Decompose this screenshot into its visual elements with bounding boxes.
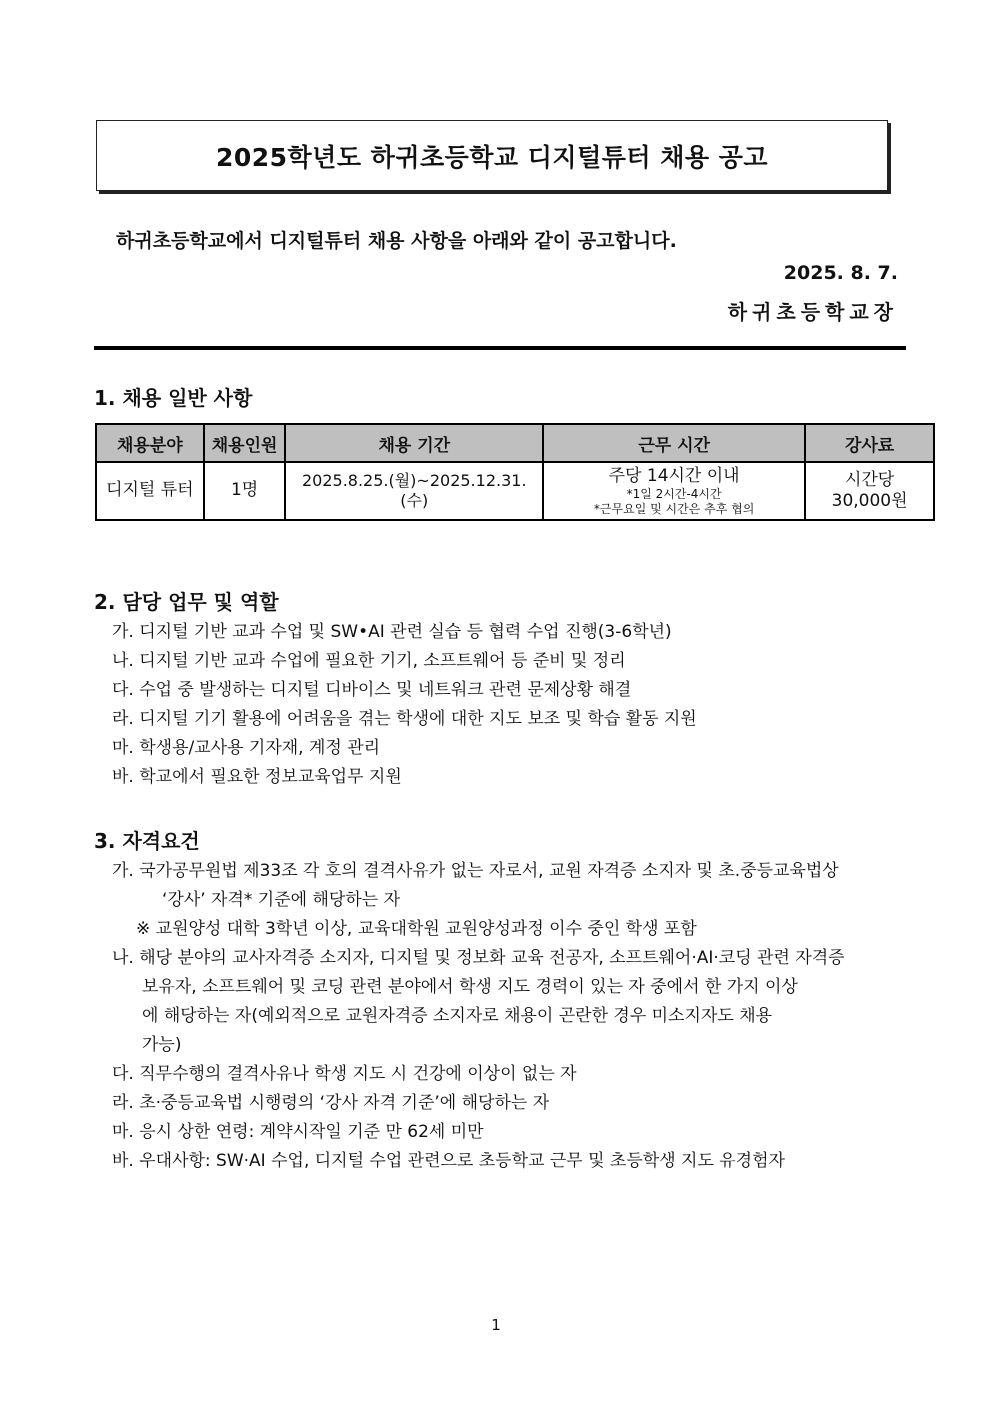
list-item: 가. 국가공무원법 제33조 각 호의 결격사유가 없는 자로서, 교원 자격증 소지자 및 초.중등교육법상 [112, 861, 839, 881]
section2-heading: 2. 담당 업무 및 역할 [94, 590, 279, 614]
intro-text: 하귀초등학교에서 디지털튜터 채용 사항을 아래와 같이 공고합니다. [116, 230, 677, 252]
list-item: 마. 학생용/교사용 기자재, 계정 관리 [112, 738, 381, 758]
list-item: ‘강사’ 자격* 기준에 해당하는 자 [162, 890, 400, 910]
list-item: 다. 직무수행의 결격사유나 학생 지도 시 건강에 이상이 없는 자 [112, 1064, 577, 1084]
cell-field: 디지털 튜터 [96, 462, 204, 520]
cell-fee [805, 462, 934, 520]
fee-line1: 시간당 [844, 469, 895, 490]
fee-line2: 30,000원 [831, 491, 908, 511]
title-box [96, 120, 888, 191]
header-fee: 강사료 [805, 424, 934, 462]
list-item: 나. 해당 분야의 교사자격증 소지자, 디지털 및 정보화 교육 전공자, 소프트웨어·AI·코딩 관련 자격증 [112, 948, 845, 968]
announcement-date: 2025. 8. 7. [783, 262, 898, 284]
cell-count: 1명 [204, 462, 286, 520]
list-item: 보유자, 소프트웨어 및 코딩 관련 분야에서 학생 지도 경력이 있는 자 중에서 한 가지 이상 [142, 977, 798, 997]
list-item: 가. 디지털 기반 교과 수업 및 SW•AI 관련 실습 등 협력 수업 진행(3-6학년) [112, 622, 672, 642]
cell-hours [543, 462, 805, 520]
section3-heading: 3. 자격요건 [94, 829, 200, 853]
list-item: 라. 초·중등교육법 시행령의 ‘강사 자격 기준’에 해당하는 자 [112, 1093, 550, 1113]
qualifications-list [112, 857, 845, 1176]
list-item: 가능) [142, 1035, 182, 1055]
page-title: 2025학년도 하귀초등학교 디지털튜터 채용 공고 [215, 142, 769, 172]
divider [94, 346, 906, 350]
hours-main: 주당 14시간 이내 [608, 465, 740, 486]
header-field: 채용분야 [96, 424, 204, 462]
list-item: 다. 수업 중 발생하는 디지털 디바이스 및 네트워크 관련 문제상황 해결 [112, 680, 632, 700]
issuer: 하귀초등학교장 [727, 300, 898, 324]
header-period: 채용 기간 [285, 424, 543, 462]
table-header-row [96, 424, 934, 462]
list-item: 마. 응시 상한 연령: 계약시작일 기준 만 62세 미만 [112, 1122, 484, 1142]
hours-note1: *1일 2시간-4시간 [626, 487, 722, 502]
list-item: 라. 디지털 기기 활용에 어려움을 겪는 학생에 대한 지도 보조 및 학습 활동 지원 [112, 709, 697, 729]
header-count: 채용인원 [204, 424, 286, 462]
cell-period: 2025.8.25.(월)~2025.12.31.(수) [285, 462, 543, 520]
list-item: 바. 우대사항: SW·AI 수업, 디지털 수업 관련으로 초등학교 근무 및 초등학생 지도 유경험자 [112, 1151, 785, 1171]
list-item: 바. 학교에서 필요한 정보교육업무 지원 [112, 767, 402, 787]
header-hours: 근무 시간 [543, 424, 805, 462]
list-item: 나. 디지털 기반 교과 수업에 필요한 기기, 소프트웨어 등 준비 및 정리 [112, 651, 626, 671]
hours-note2: *근무요일 및 시간은 추후 협의 [593, 501, 755, 516]
duties-list [112, 618, 697, 792]
table-row [96, 462, 934, 520]
hiring-table [95, 423, 935, 521]
page-number: 1 [491, 1316, 501, 1334]
list-item: ※ 교원양성 대학 3학년 이상, 교육대학원 교원양성과정 이수 중인 학생 포함 [136, 919, 697, 939]
section1-heading: 1. 채용 일반 사항 [94, 386, 253, 410]
list-item: 에 해당하는 자(예외적으로 교원자격증 소지자로 채용이 곤란한 경우 미소지자도 채용 [142, 1006, 773, 1026]
